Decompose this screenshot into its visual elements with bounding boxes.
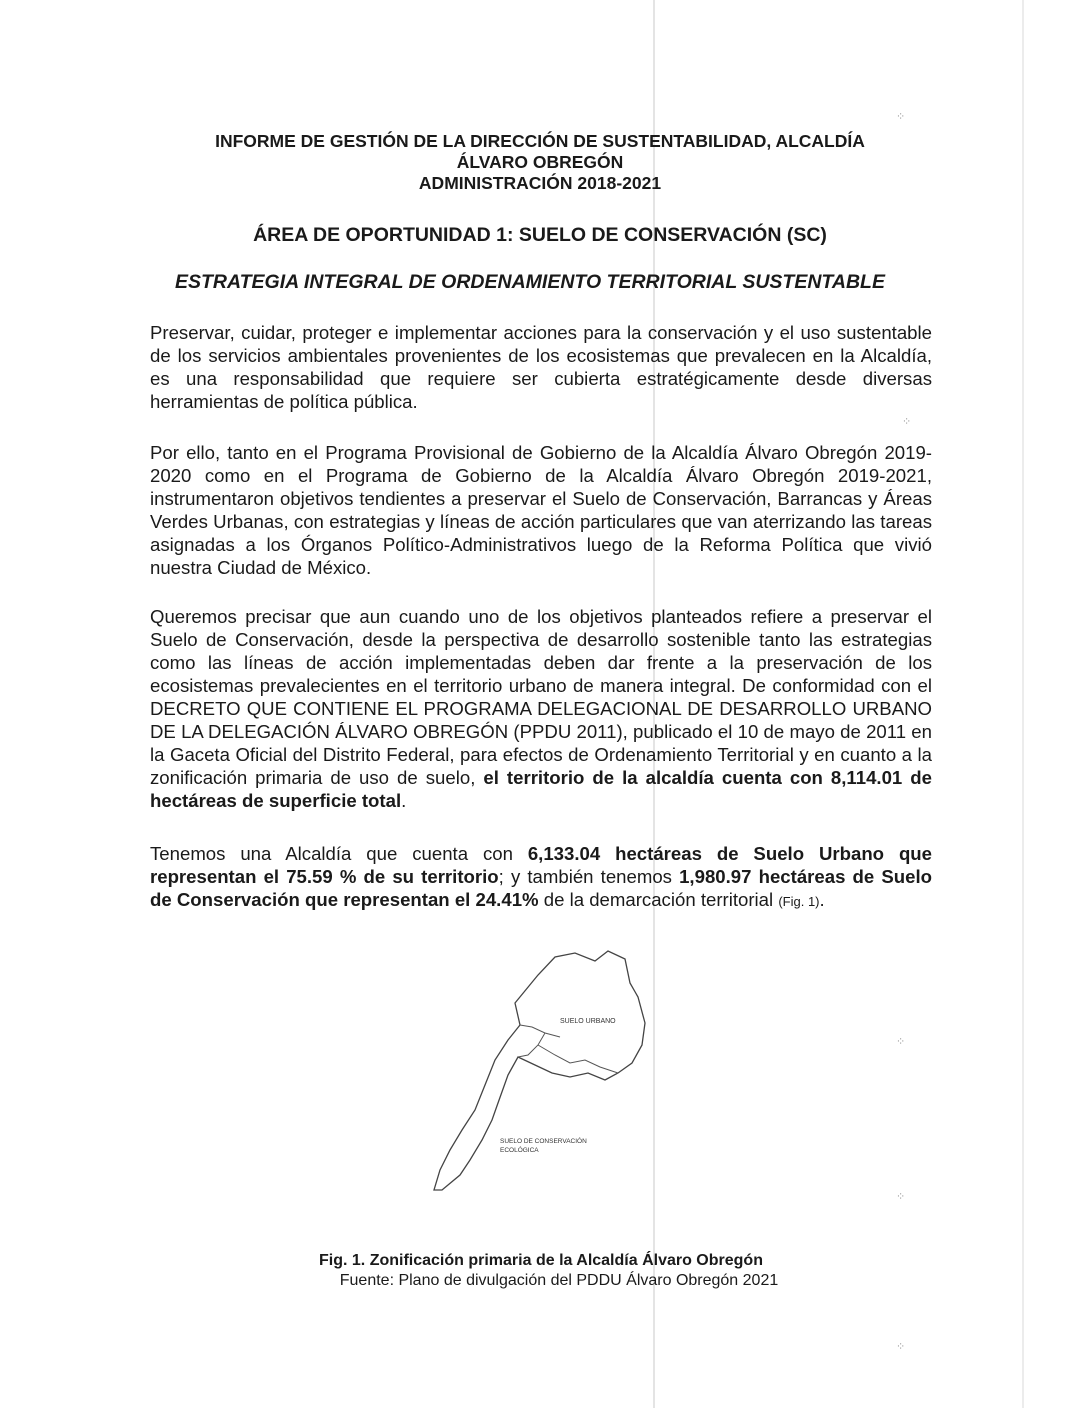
scan-speck: ⁘ — [896, 1191, 906, 1203]
paragraph-3-text: Queremos precisar que aun cuando uno de los objetivos planteados refiere a preservar el Suelo de Conservación, desde la perspectiva de desarrollo sostenible tanto las estrategias como las líneas de acción implementadas deben dar frente a la preservación de los ecosistemas prevalecientes en el territorio urbano de manera integral. De conformidad con el DECRETO QUE CONTIENE EL PROGRAMA DELEGACIONAL DE DESARROLLO URBANO DE LA DELEGACIÓN ÁLVARO OBREGÓN (PPDU 2011), publicado el 10 de mayo de 2011 en la Gaceta Oficial del Distrito Federal, para efectos de Ordenamiento Territorial y en cuanto a la zonificación primaria de uso de suelo, — [150, 606, 932, 788]
paragraph-4-text-a: Tenemos una Alcaldía que cuenta con — [150, 843, 528, 864]
document-header — [150, 131, 930, 194]
scan-speck: ⁘ — [902, 416, 912, 428]
paragraph-3-bold: el territorio de la alcaldía cuenta con 8,114.01 de hectáreas de superficie total — [150, 767, 932, 811]
area-title: ÁREA DE OPORTUNIDAD 1: SUELO DE CONSERVACIÓN (SC) — [253, 224, 827, 246]
zoning-map — [420, 945, 650, 1200]
paragraph-4-end: . — [819, 889, 825, 910]
strategy-title: ESTRATEGIA INTEGRAL DE ORDENAMIENTO TERRITORIAL SUSTENTABLE — [175, 271, 885, 293]
figure-reference: (Fig. 1) — [778, 894, 820, 909]
map-label-conservation-2: ECOLÓGICA — [500, 1147, 539, 1154]
scan-speck: ⁘ — [896, 111, 906, 123]
paragraph-4 — [150, 842, 932, 913]
paragraph-3 — [150, 605, 932, 812]
map-label-conservation-1: SUELO DE CONSERVACIÓN — [500, 1138, 587, 1145]
figure-caption: Fig. 1. Zonificación primaria de la Alcaldía Álvaro Obregón — [319, 1252, 763, 1269]
scan-speck: ⁘ — [896, 1341, 906, 1353]
map-zone-boundary — [518, 1025, 618, 1073]
map-outline — [434, 951, 645, 1190]
paragraph-1: Preservar, cuidar, proteger e implementar acciones para la conservación y el uso sustentable de los servicios ambientales provenientes de los ecosistemas que prevalecen en la Alcaldía, es una responsabilidad que requiere ser cubierta estratégicamente desde diversas herramientas de política pública. — [150, 322, 932, 412]
paragraph-3-end: . — [401, 790, 407, 811]
paragraph-2: Por ello, tanto en el Programa Provisional de Gobierno de la Alcaldía Álvaro Obregón 2019-2020 como en el Programa de Gobierno de la Alcaldía Álvaro Obregón 2019-2021, instrumentaron objetivos tendientes a preservar el Suelo de Conservación, Barrancas y Áreas Verdes Urbanas, con estrategias y líneas de acción particulares que van aterrizando las tareas asignadas a los Órganos Político-Administrativos luego de la Reforma Política que vivió nuestra Ciudad de México. — [150, 442, 932, 578]
header-line-3: ADMINISTRACIÓN 2018-2021 — [418, 173, 662, 193]
figure-source: Fuente: Plano de divulgación del PDDU Álvaro Obregón 2021 — [339, 1272, 779, 1289]
header-line-1: INFORME DE GESTIÓN DE LA DIRECCIÓN DE SUSTENTABILIDAD, ALCALDÍA — [215, 131, 865, 151]
paragraph-4-text-c: ; y también tenemos — [498, 866, 680, 887]
scan-artifact-line — [1022, 0, 1024, 1408]
paragraph-4-bold-urban: 6,133.04 hectáreas de Suelo Urbano que representan el 75.59 % de su territorio — [150, 843, 932, 887]
header-line-2: ÁLVARO OBREGÓN — [456, 152, 624, 172]
paragraph-4-text-e: de la demarcación territorial — [538, 889, 779, 910]
scan-speck: ⁘ — [896, 1036, 906, 1048]
paragraph-4-bold-conservation: 1,980.97 hectáreas de Suelo de Conservación que representan el 24.41% — [150, 866, 933, 910]
map-label-urban: SUELO URBANO — [560, 1018, 616, 1025]
